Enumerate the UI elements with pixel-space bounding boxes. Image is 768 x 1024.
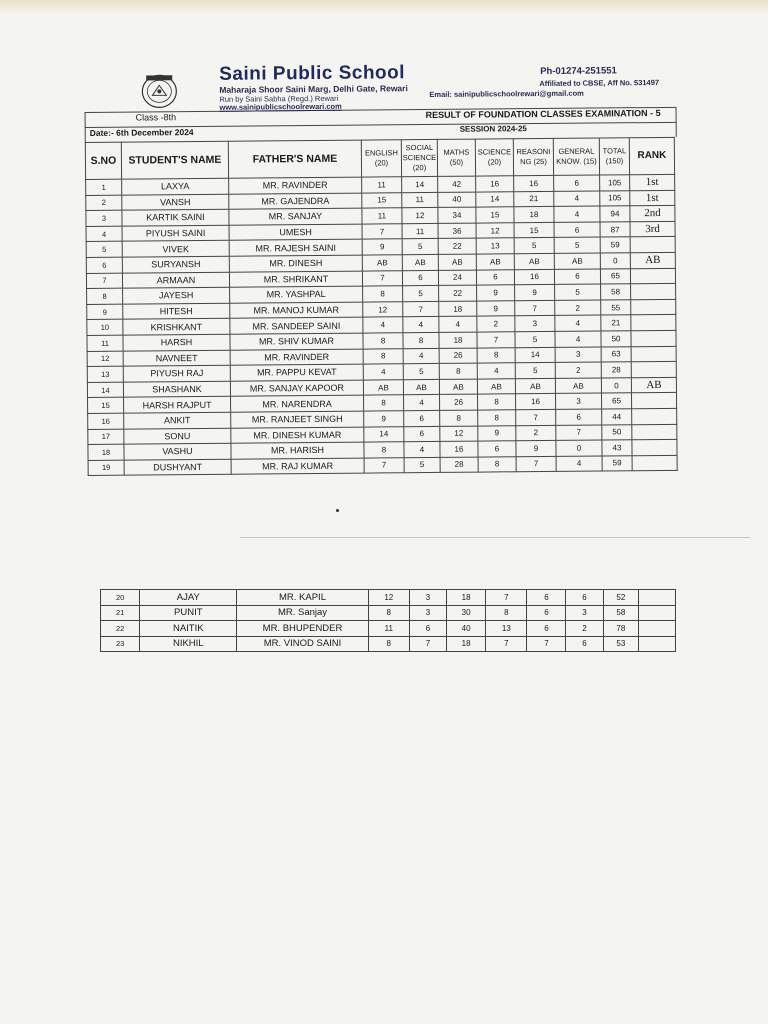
- cell-english: 8: [363, 333, 403, 349]
- cell-general-knowledge: 5: [554, 237, 600, 253]
- cell-science: 16: [476, 176, 514, 192]
- cell-student-name: LAXYA: [122, 178, 229, 195]
- cell-sno: 3: [86, 210, 122, 226]
- cell-father-name: MR. RAJESH SAINI: [229, 239, 362, 256]
- cell-maths: 12: [440, 426, 478, 442]
- cell-social-science: 5: [402, 239, 438, 255]
- cell-student-name: JAYESH: [123, 287, 230, 304]
- cell-sno: 13: [87, 366, 123, 382]
- cell-reasoning: 14: [515, 347, 555, 363]
- cell-general-knowledge: 3: [566, 605, 603, 621]
- cell-student-name: SONU: [124, 428, 231, 445]
- cell-science: 9: [477, 285, 515, 301]
- cell-total: 55: [601, 299, 631, 315]
- scan-edge: [0, 0, 768, 14]
- cell-reasoning: AB: [515, 378, 555, 394]
- col-general-knowledge: GENERAL KNOW. (15): [553, 138, 599, 175]
- cell-social-science: 3: [409, 590, 446, 606]
- cell-sno: 2: [86, 195, 122, 211]
- cell-maths: 26: [439, 348, 477, 364]
- cell-social-science: 6: [409, 621, 446, 637]
- cell-science: 2: [477, 316, 515, 332]
- school-address: Maharaja Shoor Saini Marg, Delhi Gate, Rewari: [219, 83, 408, 95]
- col-english: ENGLISH (20): [361, 140, 401, 177]
- cell-english: 7: [362, 270, 402, 286]
- cell-sno: 7: [86, 273, 122, 289]
- cell-rank: 3rd: [630, 221, 675, 237]
- cell-maths: 8: [440, 410, 478, 426]
- cell-science: 13: [486, 621, 527, 637]
- date-label: Date:- 6th December 2024: [89, 127, 194, 138]
- cell-maths: 16: [440, 441, 478, 457]
- cell-student-name: ANKIT: [124, 412, 231, 429]
- cell-father-name: MR. NARENDRA: [231, 395, 364, 412]
- cell-reasoning: 16: [516, 394, 556, 410]
- cell-english: 8: [368, 636, 409, 652]
- cell-general-knowledge: 6: [554, 222, 600, 238]
- cell-reasoning: 6: [527, 590, 566, 606]
- cell-father-name: MR. SHIV KUMAR: [230, 333, 363, 350]
- cell-total: 87: [600, 222, 630, 238]
- school-website: www.sainipublicschoolrewari.com: [219, 101, 342, 112]
- school-logo-icon: [140, 73, 178, 109]
- cell-english: 8: [363, 286, 403, 302]
- cell-student-name: SHASHANK: [123, 381, 230, 398]
- cell-total: 105: [600, 190, 630, 206]
- cell-student-name: AJAY: [140, 590, 237, 606]
- cell-english: 9: [362, 239, 402, 255]
- cell-social-science: 7: [409, 636, 446, 652]
- cell-general-knowledge: 7: [556, 424, 602, 440]
- cell-maths: 26: [440, 394, 478, 410]
- result-table-continued: [100, 589, 676, 652]
- cell-english: 11: [362, 177, 402, 193]
- cell-social-science: 4: [404, 395, 440, 411]
- cell-total: 105: [600, 175, 630, 191]
- cell-reasoning: 6: [527, 605, 566, 621]
- cell-reasoning: 5: [515, 363, 555, 379]
- cell-science: 7: [477, 332, 515, 348]
- cell-sno: 20: [101, 590, 140, 606]
- cell-student-name: KRISHKANT: [123, 319, 230, 336]
- cell-general-knowledge: 2: [555, 300, 601, 316]
- cell-sno: 8: [87, 288, 123, 304]
- cell-rank: [632, 424, 677, 440]
- cell-maths: 22: [438, 238, 476, 254]
- cell-student-name: DUSHYANT: [124, 459, 231, 476]
- cell-maths: 18: [446, 590, 485, 606]
- cell-english: 12: [368, 590, 409, 606]
- cell-english: 4: [363, 364, 403, 380]
- cell-science: 8: [478, 394, 516, 410]
- cell-rank: [639, 636, 676, 652]
- cell-total: 58: [601, 284, 631, 300]
- cell-total: 63: [601, 346, 631, 362]
- scan-fold-line: [240, 537, 750, 538]
- cell-science: 9: [477, 301, 515, 317]
- cell-sno: 19: [88, 460, 124, 476]
- cell-rank: [630, 237, 675, 253]
- cell-english: 11: [368, 621, 409, 637]
- cell-maths: 8: [439, 363, 477, 379]
- cell-sno: 6: [86, 257, 122, 273]
- cell-maths: 18: [439, 301, 477, 317]
- cell-reasoning: AB: [514, 253, 554, 269]
- cell-maths: 22: [439, 285, 477, 301]
- cell-reasoning: 5: [514, 238, 554, 254]
- cell-reasoning: 7: [516, 409, 556, 425]
- table-row: [101, 590, 676, 606]
- cell-general-knowledge: 4: [556, 456, 602, 472]
- cell-total: 59: [600, 237, 630, 253]
- cell-reasoning: 9: [515, 285, 555, 301]
- cell-social-science: 14: [402, 176, 438, 192]
- cell-father-name: MR. VINOD SAINI: [237, 636, 368, 652]
- cell-sno: 18: [88, 444, 124, 460]
- cell-maths: 42: [438, 176, 476, 192]
- class-label: Class -8th: [135, 112, 177, 123]
- cell-english: 8: [363, 348, 403, 364]
- cell-science: 6: [476, 269, 514, 285]
- cell-social-science: 6: [404, 426, 440, 442]
- cell-student-name: VIVEK: [122, 241, 229, 258]
- cell-rank: 1st: [630, 190, 675, 206]
- cell-total: 43: [602, 440, 632, 456]
- affiliation: Affiliated to CBSE, Aff No. 531497: [539, 77, 660, 89]
- cell-father-name: MR. RAVINDER: [230, 349, 363, 366]
- cell-english: 8: [368, 605, 409, 621]
- cell-reasoning: 18: [514, 207, 554, 223]
- cell-maths: 4: [439, 316, 477, 332]
- cell-rank: [631, 284, 676, 300]
- cell-social-science: 4: [404, 442, 440, 458]
- table-row: [101, 605, 676, 621]
- cell-general-knowledge: 6: [554, 175, 600, 191]
- cell-rank: [639, 590, 676, 606]
- cell-total: 28: [601, 362, 631, 378]
- cell-reasoning: 6: [527, 621, 566, 637]
- cell-general-knowledge: 4: [555, 315, 601, 331]
- cell-social-science: 11: [402, 192, 438, 208]
- cell-rank: [632, 455, 677, 471]
- cell-social-science: 4: [403, 348, 439, 364]
- cell-social-science: AB: [403, 379, 439, 395]
- cell-student-name: ARMAAN: [122, 272, 229, 289]
- letterhead: [84, 47, 677, 113]
- cell-science: 13: [476, 238, 514, 254]
- col-science: SCIENCE (20): [475, 139, 513, 176]
- cell-social-science: 8: [403, 332, 439, 348]
- cell-maths: 40: [438, 192, 476, 208]
- cell-maths: 18: [439, 332, 477, 348]
- cell-sno: 12: [87, 351, 123, 367]
- cell-student-name: PIYUSH RAJ: [123, 365, 230, 382]
- cell-student-name: HARSH: [123, 334, 230, 351]
- cell-total: 65: [601, 393, 631, 409]
- col-rank: RANK: [629, 137, 674, 174]
- cell-science: 12: [476, 223, 514, 239]
- cell-reasoning: 7: [516, 456, 556, 472]
- school-email: Email: sainipublicschoolrewari@gmail.com: [429, 88, 584, 99]
- cell-maths: AB: [438, 254, 476, 270]
- cell-total: 0: [601, 377, 631, 393]
- cell-sno: 22: [101, 621, 140, 637]
- cell-total: 52: [603, 590, 639, 606]
- cell-sno: 15: [88, 397, 124, 413]
- cell-social-science: 5: [403, 364, 439, 380]
- cell-father-name: MR. MANOJ KUMAR: [230, 302, 363, 319]
- cell-student-name: NIKHIL: [140, 636, 237, 652]
- cell-general-knowledge: 6: [554, 269, 600, 285]
- cell-general-knowledge: 4: [555, 331, 601, 347]
- cell-general-knowledge: 5: [555, 284, 601, 300]
- col-student-name: STUDENT'S NAME: [121, 141, 228, 179]
- cell-reasoning: 15: [514, 222, 554, 238]
- cell-sno: 5: [86, 242, 122, 258]
- cell-english: 8: [364, 395, 404, 411]
- cell-english: 12: [363, 301, 403, 317]
- cell-science: 14: [476, 191, 514, 207]
- cell-general-knowledge: 0: [556, 440, 602, 456]
- cell-father-name: MR. SANJAY: [229, 208, 362, 225]
- cell-science: 7: [486, 636, 527, 652]
- cell-total: 65: [600, 268, 630, 284]
- cell-student-name: KARTIK SAINI: [122, 209, 229, 226]
- cell-sno: 14: [87, 382, 123, 398]
- cell-science: 8: [478, 456, 516, 472]
- col-total: TOTAL (150): [599, 138, 629, 175]
- cell-reasoning: 16: [514, 269, 554, 285]
- cell-social-science: 11: [402, 223, 438, 239]
- cell-rank: [631, 315, 676, 331]
- result-title: RESULT OF FOUNDATION CLASSES EXAMINATION - 5: [425, 107, 661, 121]
- cell-father-name: MR. RAJ KUMAR: [231, 458, 364, 475]
- cell-social-science: 5: [404, 457, 440, 473]
- cell-student-name: NAVNEET: [123, 350, 230, 367]
- cell-father-name: UMESH: [229, 224, 362, 241]
- cell-reasoning: 9: [516, 440, 556, 456]
- cell-student-name: PIYUSH SAINI: [122, 225, 229, 242]
- cell-english: 9: [364, 411, 404, 427]
- cell-total: 0: [600, 253, 630, 269]
- cell-maths: 30: [446, 605, 485, 621]
- cell-rank: [639, 621, 676, 637]
- cell-rank: [639, 605, 676, 621]
- cell-total: 21: [601, 315, 631, 331]
- cell-father-name: MR. SHRIKANT: [229, 271, 362, 288]
- cell-maths: 40: [446, 621, 485, 637]
- cell-sno: 23: [101, 636, 140, 652]
- cell-father-name: MR. DINESH KUMAR: [231, 427, 364, 444]
- cell-maths: 28: [440, 457, 478, 473]
- cell-english: AB: [363, 379, 403, 395]
- cell-science: AB: [476, 254, 514, 270]
- cell-father-name: MR. GAJENDRA: [229, 193, 362, 210]
- cell-total: 44: [602, 409, 632, 425]
- cell-rank: [632, 439, 677, 455]
- cell-father-name: MR. BHUPENDER: [237, 621, 368, 637]
- result-table-continued-body: [101, 590, 676, 652]
- cell-student-name: NAITIK: [140, 621, 237, 637]
- cell-english: 7: [364, 457, 404, 473]
- cell-general-knowledge: AB: [555, 378, 601, 394]
- cell-reasoning: 3: [515, 316, 555, 332]
- cell-rank: [631, 346, 676, 362]
- cell-sno: 9: [87, 304, 123, 320]
- cell-reasoning: 21: [514, 191, 554, 207]
- cell-rank: [631, 393, 676, 409]
- cell-general-knowledge: 4: [554, 206, 600, 222]
- col-maths: MATHS (50): [437, 139, 475, 176]
- school-name: Saini Public School: [219, 62, 406, 85]
- cell-reasoning: 7: [515, 300, 555, 316]
- cell-student-name: PUNIT: [140, 605, 237, 621]
- cell-general-knowledge: 3: [555, 393, 601, 409]
- cell-general-knowledge: 3: [555, 347, 601, 363]
- cell-father-name: MR. HARISH: [231, 442, 364, 459]
- cell-general-knowledge: 6: [556, 409, 602, 425]
- cell-rank: [632, 408, 677, 424]
- run-by: Run by Saini Sabha (Regd.) Rewari: [219, 93, 339, 104]
- cell-father-name: MR. DINESH: [229, 255, 362, 272]
- cell-science: AB: [477, 378, 515, 394]
- cell-maths: AB: [439, 379, 477, 395]
- result-table-body: [86, 174, 678, 475]
- cell-total: 53: [603, 636, 639, 652]
- cell-rank: AB: [631, 377, 676, 393]
- cell-rank: [631, 330, 676, 346]
- cell-father-name: MR. PAPPU KEVAT: [230, 364, 363, 381]
- cell-social-science: 6: [402, 270, 438, 286]
- cell-science: 9: [478, 425, 516, 441]
- cell-social-science: 3: [409, 605, 446, 621]
- cell-total: 78: [603, 621, 639, 637]
- cell-father-name: MR. RANJEET SINGH: [231, 411, 364, 428]
- cell-english: 7: [362, 224, 402, 240]
- cell-social-science: 12: [402, 208, 438, 224]
- cell-sno: 11: [87, 335, 123, 351]
- col-reasoning: REASONI NG (25): [513, 138, 553, 175]
- cell-rank: AB: [630, 252, 675, 268]
- result-table: [85, 137, 678, 476]
- cell-total: 94: [600, 206, 630, 222]
- cell-general-knowledge: 4: [554, 191, 600, 207]
- col-father-name: FATHER'S NAME: [228, 140, 361, 178]
- cell-father-name: MR. SANDEEP SAINI: [230, 317, 363, 334]
- cell-father-name: MR. Sanjay: [237, 605, 368, 621]
- cell-english: 15: [362, 192, 402, 208]
- cell-social-science: 4: [403, 317, 439, 333]
- cell-general-knowledge: 6: [566, 636, 603, 652]
- cell-rank: [631, 299, 676, 315]
- cell-english: 4: [363, 317, 403, 333]
- cell-student-name: SURYANSH: [122, 256, 229, 273]
- cell-student-name: HARSH RAJPUT: [124, 397, 231, 414]
- col-sno: S.NO: [85, 142, 121, 179]
- cell-father-name: MR. YASHPAL: [230, 286, 363, 303]
- cell-sno: 10: [87, 320, 123, 336]
- cell-total: 59: [602, 455, 632, 471]
- cell-reasoning: 7: [527, 636, 566, 652]
- cell-general-knowledge: 2: [555, 362, 601, 378]
- cell-rank: [630, 268, 675, 284]
- cell-science: 7: [486, 590, 527, 606]
- cell-maths: 34: [438, 207, 476, 223]
- school-phone: Ph-01274-251551: [540, 65, 617, 78]
- result-sheet: [84, 47, 680, 476]
- table-header-row: [85, 137, 674, 179]
- cell-general-knowledge: 6: [566, 590, 603, 606]
- cell-reasoning: 5: [515, 331, 555, 347]
- cell-english: 8: [364, 442, 404, 458]
- cell-sno: 21: [101, 605, 140, 621]
- cell-english: AB: [362, 255, 402, 271]
- cell-father-name: MR. RAVINDER: [229, 177, 362, 194]
- cell-social-science: 5: [403, 286, 439, 302]
- cell-science: 8: [486, 605, 527, 621]
- cell-social-science: 6: [404, 410, 440, 426]
- cell-rank: 2nd: [630, 206, 675, 222]
- cell-rank: 1st: [630, 174, 675, 190]
- cell-science: 4: [477, 363, 515, 379]
- cell-science: 8: [478, 410, 516, 426]
- cell-maths: 36: [438, 223, 476, 239]
- cell-general-knowledge: AB: [554, 253, 600, 269]
- cell-student-name: HITESH: [123, 303, 230, 320]
- cell-sno: 1: [86, 179, 122, 195]
- cell-english: 14: [364, 426, 404, 442]
- cell-sno: 4: [86, 226, 122, 242]
- cell-social-science: AB: [402, 254, 438, 270]
- col-social-science: SOCIAL SCIENCE (20): [401, 139, 437, 176]
- cell-science: 8: [477, 347, 515, 363]
- cell-reasoning: 2: [516, 425, 556, 441]
- cell-student-name: VASHU: [124, 443, 231, 460]
- cell-maths: 18: [446, 636, 485, 652]
- cell-father-name: MR. SANJAY KAPOOR: [230, 380, 363, 397]
- cell-sno: 17: [88, 429, 124, 445]
- scan-speck: [336, 509, 339, 512]
- cell-maths: 24: [438, 270, 476, 286]
- cell-science: 15: [476, 207, 514, 223]
- cell-science: 6: [478, 441, 516, 457]
- session-label: SESSION 2024-25: [459, 124, 527, 134]
- result-sheet-continued: [100, 589, 676, 652]
- cell-sno: 16: [88, 413, 124, 429]
- table-row: [101, 621, 676, 637]
- cell-total: 50: [601, 331, 631, 347]
- cell-english: 11: [362, 208, 402, 224]
- table-row: [101, 636, 676, 652]
- cell-total: 50: [602, 424, 632, 440]
- cell-student-name: VANSH: [122, 194, 229, 211]
- cell-general-knowledge: 2: [566, 621, 603, 637]
- cell-father-name: MR. KAPIL: [237, 590, 368, 606]
- cell-total: 58: [603, 605, 639, 621]
- cell-rank: [631, 361, 676, 377]
- cell-social-science: 7: [403, 301, 439, 317]
- cell-reasoning: 16: [514, 175, 554, 191]
